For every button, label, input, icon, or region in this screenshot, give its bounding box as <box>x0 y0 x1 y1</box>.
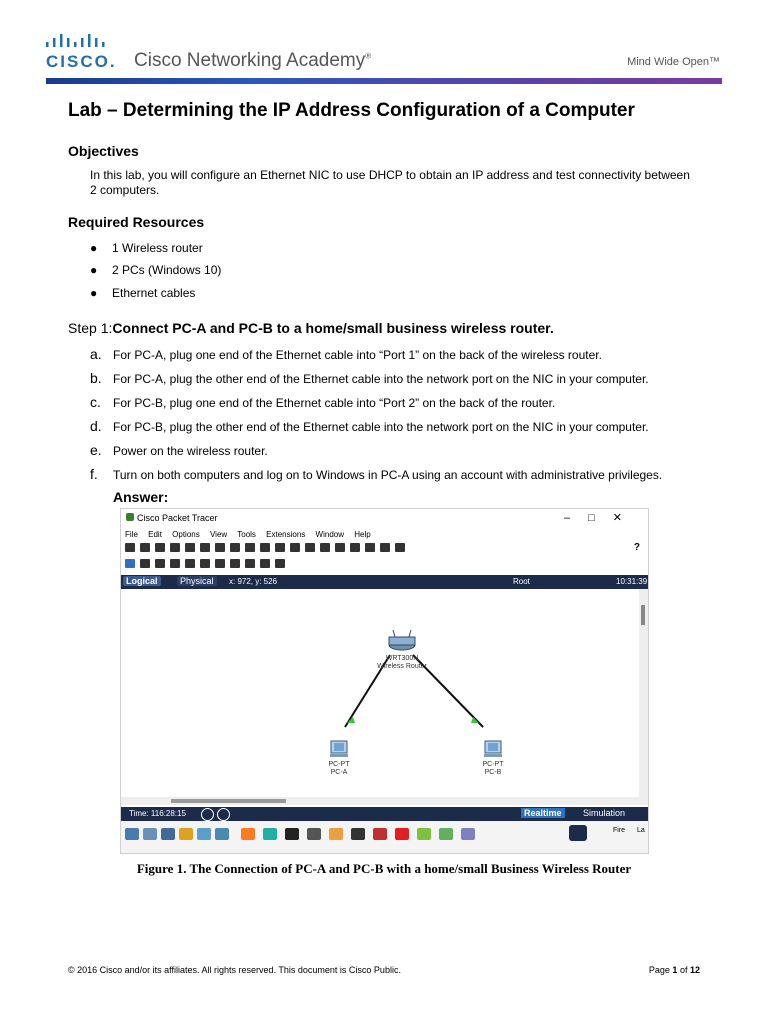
note-icon[interactable] <box>185 559 195 568</box>
step-item: a. For PC-A, plug one end of the Ethernet cable into “Port 1” on the back of the wireless router. <box>90 346 602 362</box>
draw-rectangle-icon[interactable] <box>215 559 225 568</box>
cisco-wordmark: CISCO. <box>46 52 117 71</box>
viewport-icon[interactable] <box>365 543 375 552</box>
pc-b-label: PC-PT PC-B <box>482 761 504 776</box>
tagline: Mind Wide Open™ <box>627 56 720 68</box>
draw-ellipse-icon[interactable] <box>230 559 240 568</box>
resource-item: ● 2 PCs (Windows 10) <box>90 263 222 277</box>
packet-tracer-icon <box>126 513 134 521</box>
custom-devices-icon[interactable] <box>350 543 360 552</box>
new-file-icon[interactable] <box>125 543 135 552</box>
minimize-button[interactable]: – <box>564 512 589 524</box>
components-icon[interactable] <box>161 828 175 840</box>
logical-workspace[interactable] <box>121 589 639 797</box>
step-item: f. Turn on both computers and log on to Windows in PC-A using an account with administrative privileges. <box>90 466 663 482</box>
activity-wizard-icon[interactable] <box>185 543 195 552</box>
vertical-scrollbar[interactable] <box>639 589 648 797</box>
wireless-router-icon[interactable] <box>389 630 415 650</box>
fast-forward-icon[interactable] <box>217 808 230 821</box>
network-devices-icon[interactable] <box>125 828 139 840</box>
pt-secondary-toolbar <box>125 559 325 571</box>
figure-caption: Figure 1. The Connection of PC-A and PC-B with a home/small Business Wireless Router <box>136 861 632 876</box>
pt-menu-bar <box>125 530 379 539</box>
pt-window-title: Cisco Packet Tracer <box>137 513 218 523</box>
copy-icon[interactable] <box>230 543 240 552</box>
logical-tab[interactable]: Logical <box>123 576 161 586</box>
academy-name: Cisco Networking Academy® <box>134 50 372 71</box>
answer-label: Answer: <box>113 489 169 505</box>
open-folder-icon[interactable] <box>140 543 150 552</box>
physical-tab[interactable]: Physical <box>177 576 217 586</box>
horizontal-scrollbar[interactable] <box>121 797 648 805</box>
step-heading: Step 1:Connect PC-A and PC-B to a home/small business wireless router. <box>68 320 554 336</box>
paste-icon[interactable] <box>245 543 255 552</box>
octal-cable-icon[interactable] <box>439 828 453 840</box>
save-icon[interactable] <box>155 543 165 552</box>
zoom-in-icon[interactable] <box>290 543 300 552</box>
network-info-icon[interactable] <box>215 543 225 552</box>
resource-item: ● 1 Wireless router <box>90 241 203 255</box>
pc-a-icon[interactable] <box>330 741 348 757</box>
close-button[interactable]: ✕ <box>612 512 640 524</box>
menu-tools[interactable]: Tools <box>237 530 256 539</box>
zoom-out-icon[interactable] <box>320 543 330 552</box>
packet-tracer-window <box>120 508 649 854</box>
cursor-coordinates: x: 972, y: 526 <box>229 577 278 586</box>
image-icon[interactable] <box>395 543 405 552</box>
header-gradient-bar <box>46 78 722 84</box>
serial-dce-cable-icon[interactable] <box>395 828 409 840</box>
objectives-heading: Objectives <box>68 143 139 159</box>
menu-help[interactable]: Help <box>354 530 371 539</box>
pt-main-toolbar <box>125 543 644 555</box>
misc-icon[interactable] <box>197 828 211 840</box>
pc-a-label: PC-PT PC-A <box>328 761 350 776</box>
menu-options[interactable]: Options <box>172 530 200 539</box>
sim-time: Time: 116:28:15 <box>129 809 186 818</box>
scroll-thumb[interactable] <box>171 799 286 803</box>
last-status-label: La <box>637 827 645 834</box>
straight-through-cable-icon[interactable] <box>285 828 299 840</box>
menu-extensions[interactable]: Extensions <box>266 530 306 539</box>
inspect-icon[interactable] <box>140 559 150 568</box>
auto-connection-icon[interactable] <box>241 828 255 840</box>
pt-workspace-bar <box>121 575 648 589</box>
console-cable-icon[interactable] <box>263 828 277 840</box>
help-question-icon[interactable]: ? <box>633 542 640 553</box>
fire-column-label: Fire <box>613 827 626 834</box>
crossover-cable-icon[interactable] <box>307 828 321 840</box>
pdu-icon[interactable] <box>380 543 390 552</box>
select-icon[interactable] <box>125 559 135 568</box>
step-item: b. For PC-A, plug the other end of the Ethernet cable into the network port on the NIC in your computer. <box>90 370 649 386</box>
menu-window[interactable]: Window <box>315 530 344 539</box>
zoom-reset-icon[interactable] <box>305 543 315 552</box>
router-label: WRT300N Wireless Router <box>377 655 427 670</box>
step-item: e. Power on the wireless router. <box>90 442 268 458</box>
fiber-cable-icon[interactable] <box>329 828 343 840</box>
info-icon[interactable] <box>200 543 210 552</box>
print-icon[interactable] <box>170 543 180 552</box>
drawing-palette-icon[interactable] <box>335 543 345 552</box>
resize-icon[interactable] <box>170 559 180 568</box>
pt-time-bar <box>121 807 648 821</box>
cisco-logo-icon <box>46 34 114 50</box>
draw-line-icon[interactable] <box>200 559 210 568</box>
freeform-icon[interactable] <box>245 559 255 568</box>
delete-icon[interactable] <box>155 559 165 568</box>
undo-icon[interactable] <box>260 543 270 552</box>
serial-dte-cable-icon[interactable] <box>417 828 431 840</box>
pc-b-icon[interactable] <box>484 741 502 757</box>
root-label[interactable]: Root <box>513 577 530 586</box>
step-item: d. For PC-B, plug the other end of the Ethernet cable into the network port on the NIC in your computer. <box>90 418 649 434</box>
resource-item: ● Ethernet cables <box>90 286 196 300</box>
iot-cable-icon[interactable] <box>461 828 475 840</box>
complex-pdu-icon[interactable] <box>275 559 285 568</box>
device-type-bar <box>121 821 648 853</box>
page-number: Page 1 of 12 <box>648 965 700 975</box>
redo-icon[interactable] <box>275 543 285 552</box>
multiuser-icon[interactable] <box>215 828 229 840</box>
menu-file[interactable]: File <box>125 530 138 539</box>
coaxial-cable-icon[interactable] <box>373 828 387 840</box>
end-devices-icon[interactable] <box>143 828 157 840</box>
simple-pdu-icon[interactable] <box>260 559 270 568</box>
resources-heading: Required Resources <box>68 214 205 230</box>
step-item: c. For PC-B, plug one end of the Ethernet cable into “Port 2” on the back of the router. <box>90 394 556 410</box>
workspace-clock: 10:31:39 <box>616 577 648 586</box>
simulation-tab[interactable]: Simulation <box>583 808 626 818</box>
menu-view[interactable]: View <box>209 530 228 539</box>
pt-title-bar <box>121 509 648 527</box>
scroll-thumb[interactable] <box>641 605 645 625</box>
maximize-button[interactable]: □ <box>588 512 613 524</box>
objectives-text: In this lab, you will configure an Ethernet NIC to use DHCP to obtain an IP address and test connectivity between 2 computers. <box>90 168 690 197</box>
menu-edit[interactable]: Edit <box>148 530 162 539</box>
page-title: Lab – Determining the IP Address Configuration of a Computer <box>68 100 635 121</box>
scenario-icon[interactable] <box>569 825 587 841</box>
copyright-footer: © 2016 Cisco and/or its affiliates. All rights reserved. This document is Cisco Public. <box>68 965 401 975</box>
realtime-tab[interactable]: Realtime <box>521 808 565 818</box>
phone-cable-icon[interactable] <box>351 828 365 840</box>
power-cycle-icon[interactable] <box>201 808 214 821</box>
window-controls <box>564 511 640 524</box>
connections-icon[interactable] <box>179 828 193 840</box>
